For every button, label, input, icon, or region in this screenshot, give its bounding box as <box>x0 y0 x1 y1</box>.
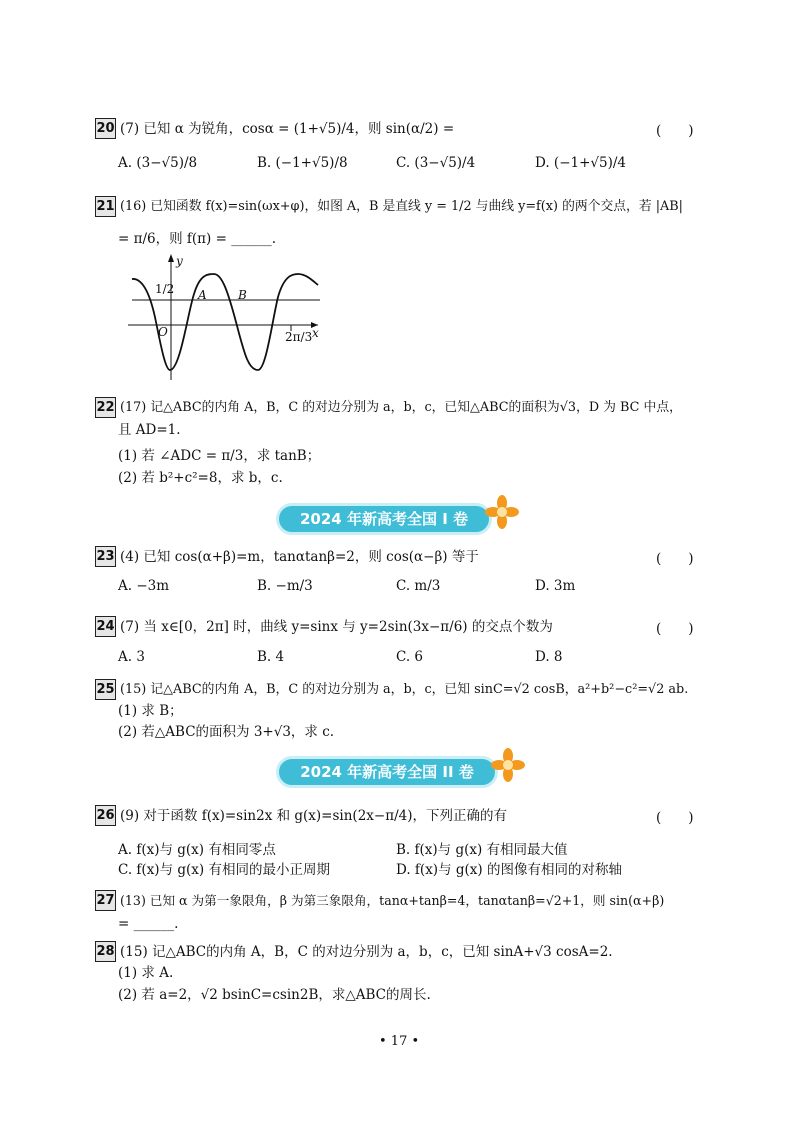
part-2: (2) 若△ABC的面积为 3+√3，求 c. <box>118 724 335 740</box>
question-number: 27 <box>95 890 116 911</box>
page-number: • 17 • <box>379 1034 420 1049</box>
option-a: A. −3m <box>118 578 170 594</box>
half-label: 1/2 <box>155 282 175 296</box>
question-stem: (17) 记△ABC的内角 A，B，C 的对边分别为 a，b，c，已知△ABC的面积为√3，D 为 BC 中点， <box>120 400 682 415</box>
y-axis-label: y <box>176 254 183 268</box>
option-a: A. f(x)与 g(x) 有相同零点 <box>118 842 276 858</box>
option-b: B. 4 <box>257 649 285 665</box>
question-number: 21 <box>95 196 116 217</box>
sine-graph <box>128 252 328 382</box>
origin-label: O <box>158 325 168 339</box>
part-2: (2) 若 a=2，√2 bsinC=csin2B，求△ABC的周长. <box>118 987 431 1003</box>
question-stem: (7) 已知 α 为锐角，cosα = (1+√5)/4，则 sin(α/2) = <box>120 121 455 137</box>
question-stem: (15) 记△ABC的内角 A，B，C 的对边分别为 a，b，c，已知 sinC=√2 cosB，a²+b²−c²=√2 ab. <box>120 682 689 697</box>
section-banner: 2024 年新高考全国 I 卷 <box>276 503 492 535</box>
question-stem: (16) 已知函数 f(x)=sin(ωx+φ)，如图 A，B 是直线 y = 1/2 与曲线 y=f(x) 的两个交点，若 |AB| <box>120 199 683 214</box>
question-stem: (15) 记△ABC的内角 A，B，C 的对边分别为 a，b，c，已知 sinA+√3 cosA=2. <box>120 944 613 960</box>
option-d: D. 8 <box>535 649 563 665</box>
option-a: A. 3 <box>118 649 145 665</box>
answer-bracket: ( ) <box>656 810 694 826</box>
question-number: 28 <box>95 941 116 962</box>
y-axis-arrow <box>168 254 174 262</box>
question-stem-cont: = π/6，则 f(π) = ______. <box>118 231 276 247</box>
question-number: 22 <box>95 397 116 418</box>
tick-label: 2π/3 <box>285 330 313 344</box>
option-c: C. m/3 <box>396 578 441 594</box>
option-c: C. 6 <box>396 649 424 665</box>
answer-bracket: ( ) <box>656 551 694 567</box>
point-b-label: B <box>238 288 247 302</box>
question-number: 25 <box>95 679 116 700</box>
option-d: D. f(x)与 g(x) 的图像有相同的对称轴 <box>396 862 622 878</box>
question-stem: (13) 已知 α 为第一象限角，β 为第三象限角，tanα+tanβ=4，tanαtanβ=√2+1，则 sin(α+β) <box>120 893 665 908</box>
question-stem-cont: 且 AD=1. <box>118 422 181 438</box>
option-b: B. f(x)与 g(x) 有相同最大值 <box>396 842 568 858</box>
part-2: (2) 若 b²+c²=8，求 b，c. <box>118 470 283 486</box>
option-d: D. (−1+√5)/4 <box>535 155 626 171</box>
question-stem: (4) 已知 cos(α+β)=m，tanαtanβ=2，则 cos(α−β) 等于 <box>120 549 479 565</box>
question-number: 26 <box>95 805 116 826</box>
part-1: (1) 若 ∠ADC = π/3，求 tanB； <box>118 448 321 464</box>
option-c: C. (3−√5)/4 <box>396 155 476 171</box>
question-stem: (7) 当 x∈[0，2π] 时，曲线 y=sinx 与 y=2sin(3x−π/6) 的交点个数为 <box>120 619 553 635</box>
point-a-label: A <box>198 288 207 302</box>
flower-icon <box>490 747 526 783</box>
option-a: A. (3−√5)/8 <box>118 155 198 171</box>
option-c: C. f(x)与 g(x) 有相同的最小正周期 <box>118 862 330 878</box>
option-d: D. 3m <box>535 578 576 594</box>
question-number: 24 <box>95 616 116 637</box>
x-axis-label: x <box>312 326 319 340</box>
answer-bracket: ( ) <box>656 621 694 637</box>
answer-bracket: ( ) <box>656 123 694 139</box>
question-number: 23 <box>95 546 116 567</box>
section-banner: 2024 年新高考全国 II 卷 <box>276 756 498 788</box>
flower-icon <box>484 494 520 530</box>
option-b: B. (−1+√5)/8 <box>257 155 348 171</box>
question-number: 20 <box>95 118 116 139</box>
part-1: (1) 求 B； <box>118 703 183 719</box>
question-stem: (9) 对于函数 f(x)=sin2x 和 g(x)=sin(2x−π/4)，下列正确的有 <box>120 808 507 824</box>
option-b: B. −m/3 <box>257 578 313 594</box>
question-stem-cont: = ______. <box>118 916 179 932</box>
part-1: (1) 求 A. <box>118 965 174 981</box>
